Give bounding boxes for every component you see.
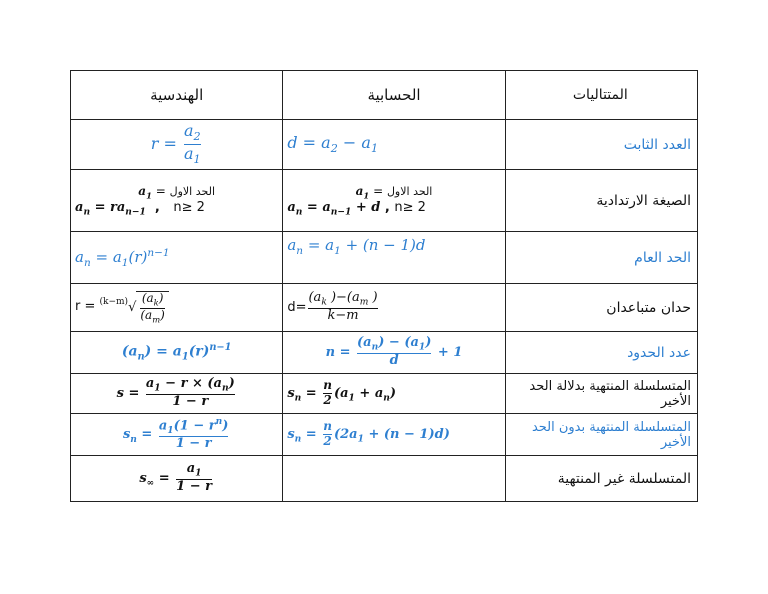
table-row — [71, 170, 698, 232]
geo-count-formula: $(a_n) = a_1(r)^{n-1}$ — [71, 332, 283, 374]
row-label-count: عدد الحدود — [505, 332, 697, 374]
ari-general-formula: $a_n = a_1 + (n - 1)d$ — [283, 232, 505, 284]
row-label-finite-nolast: المتسلسلة المنتهية بدون الحد الأخير — [505, 414, 697, 456]
table-row — [71, 284, 698, 332]
row-label-finite-last: المتسلسلة المنتهية بدلالة الحد الأخير — [505, 374, 697, 414]
header-geometric: الهندسية — [71, 71, 283, 120]
geo-general-formula: $a_n = a_1(r)^{n-1}$ — [71, 232, 283, 284]
ari-finite-last-formula: $s_n$ = $\frac{n}{2}$ $(a_1 + a_n)$ — [283, 374, 505, 414]
ari-two-terms-prefix: d= — [287, 300, 307, 316]
table-row — [71, 332, 698, 374]
row-label-recursive: الصيغة الارتدادية — [505, 170, 697, 232]
row-label-constant: العدد الثابت — [505, 120, 697, 170]
ari-finite-nolast-formula: $s_n$ = $\frac{n}{2}$ $(2a_1 + (n - 1)d)$ — [283, 414, 505, 456]
ari-two-terms-formula: d= $\frac{(a_k )-(a_m )}{k-m}$ — [283, 284, 505, 332]
geo-condition: n≥ 2 — [173, 200, 205, 216]
row-label-infinite: المتسلسلة غير المنتهية — [505, 456, 697, 502]
geo-recursive-formula: $a_1$ = الحد الاول $a_n = ra_{n-1}$ , n≥ 2 — [71, 170, 283, 232]
header-arithmetic: الحسابية — [283, 71, 505, 120]
row-label-general: الحد العام — [505, 232, 697, 284]
first-term-label: الحد الاول — [386, 184, 433, 198]
header-sequences: المتتاليات — [505, 71, 697, 120]
table-row — [71, 120, 698, 170]
row-label-two-terms: حدان متباعدان — [505, 284, 697, 332]
ari-condition: n≥ 2 — [394, 200, 426, 216]
ari-recursive-formula: $a_1$ = الحد الاول $a_n = a_{n-1} + d$ , n≥ 2 — [283, 170, 505, 232]
table-row — [71, 232, 698, 284]
geo-two-terms-prefix: r = — [75, 298, 96, 314]
ari-count-formula: n = $\frac{(a_n) - (a_1)}{d}$ + 1 — [283, 332, 505, 374]
geo-two-terms-formula: r = (k−m) √ $\frac{(a_k)}{(a_m)}$ — [71, 284, 283, 332]
table-row — [71, 456, 698, 502]
table-row — [71, 414, 698, 456]
geo-infinite-formula: $s_\infty$ = $\frac{a_1}{1 - r}$ — [71, 456, 283, 502]
geo-finite-last-formula: s = $\frac{a_1 - r \times (a_n)}{1 - r}$ — [71, 374, 283, 414]
geo-constant-formula: r = $\frac{a_2}{a_1}$ — [71, 120, 283, 170]
table-header-row — [71, 71, 698, 120]
first-term-label: الحد الاول — [169, 184, 216, 198]
ari-constant-formula: $d = a_2 - a_1$ — [283, 120, 505, 170]
table-row — [71, 374, 698, 414]
sequences-formula-table — [70, 70, 698, 502]
ari-infinite-empty — [283, 456, 505, 502]
geo-finite-nolast-formula: $s_n$ = $\frac{a_1(1 - r^n)}{1 - r}$ — [71, 414, 283, 456]
